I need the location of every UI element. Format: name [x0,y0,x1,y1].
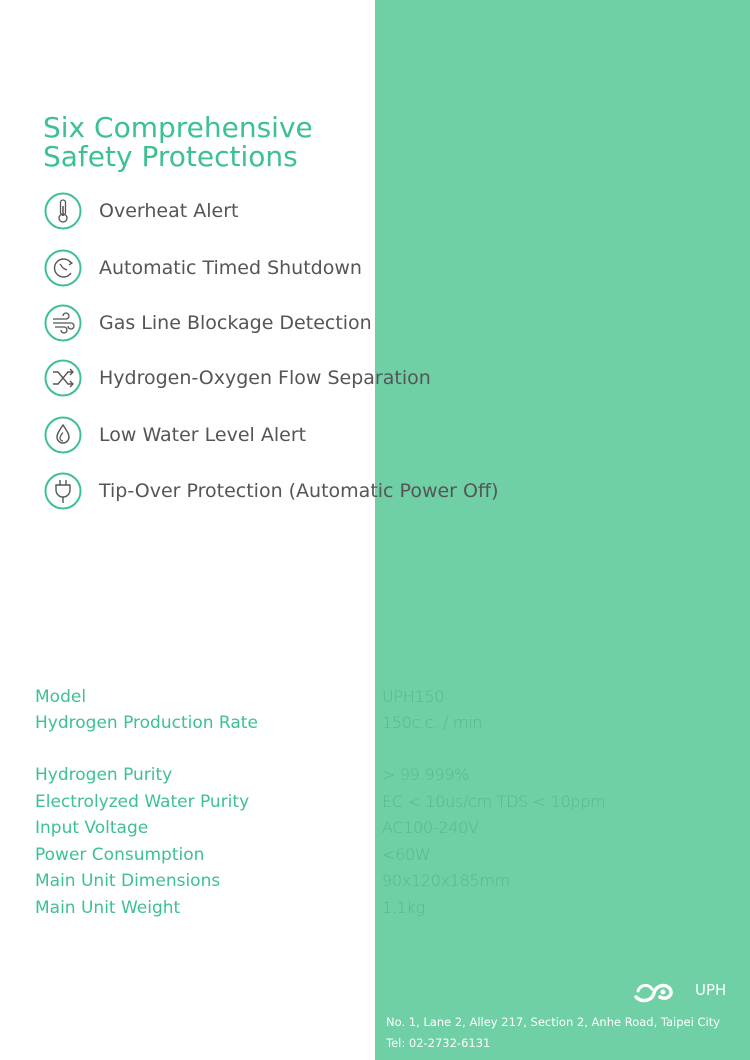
spec-value-input-voltage: AC100-240V [382,818,479,837]
spec-label-power: Power Consumption [35,845,205,865]
spec-value-power: <60W [382,845,431,864]
spec-value-purity: > 99.999% [382,765,469,784]
timer-icon [44,249,82,287]
feature-label: Low Water Level Alert [99,424,307,446]
feature-timed-shutdown [44,249,644,289]
spec-label-input-voltage: Input Voltage [35,818,149,838]
water-drop-icon [44,416,82,454]
feature-label: Overheat Alert [99,200,239,222]
spec-label-weight: Main Unit Weight [35,898,181,918]
spec-value-dimensions: 90x120x185mm [382,871,510,890]
spec-value-water-purity: EC < 10us/cm TDS < 10ppm [382,792,606,811]
spec-label-dimensions: Main Unit Dimensions [35,871,221,891]
spec-value-weight: 1.1kg [382,898,425,917]
spec-label-model: Model [35,687,87,707]
feature-gas-line-blockage [44,304,644,344]
company-phone: Tel: 02-2732-6131 [386,1036,491,1050]
spec-value-production-rate: 150c.c. / min [382,713,483,732]
spec-label-water-purity: Electrolyzed Water Purity [35,792,250,812]
feature-label: Tip-Over Protection (Automatic Power Off) [99,480,499,502]
feature-label: Gas Line Blockage Detection [99,312,372,334]
spec-label-production-rate: Hydrogen Production Rate [35,713,258,733]
green-background-panel [375,0,750,1060]
feature-tip-over-protection [44,472,644,512]
brand-name: UPH [695,981,727,999]
title-line-2: Safety Protections [43,140,298,173]
spec-value-model: UPH150 [382,687,445,706]
feature-label: Automatic Timed Shutdown [99,257,362,279]
flow-separation-icon [44,359,82,397]
feature-low-water-alert [44,416,644,456]
page-title [43,113,313,171]
feature-label: Hydrogen-Oxygen Flow Separation [99,367,431,389]
feature-flow-separation [44,359,644,399]
feature-overheat-alert [44,192,644,232]
plug-icon [44,472,82,510]
airflow-icon [44,304,82,342]
thermometer-icon [44,192,82,230]
spec-label-purity: Hydrogen Purity [35,765,173,785]
title-line-1: Six Comprehensive [43,111,313,144]
company-address: No. 1, Lane 2, Alley 217, Section 2, Anhe Road, Taipei City [386,1015,721,1029]
